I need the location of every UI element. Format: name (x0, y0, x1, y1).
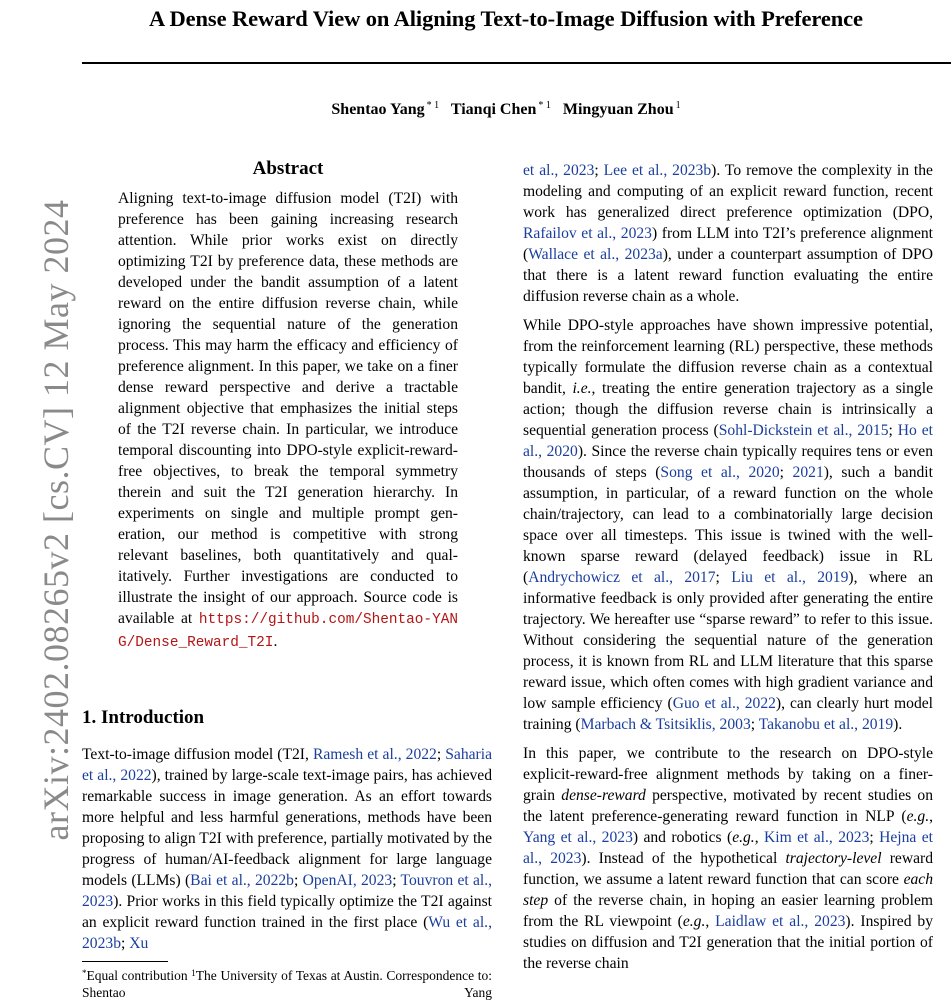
body-text: of the reverse chain, in hoping an easier learning problem from the RL viewpoint ( (523, 892, 933, 930)
citation-link[interactable]: Wallace et al., 2023a (528, 246, 663, 263)
body-text: ; (392, 872, 401, 889)
body-paragraph (523, 315, 933, 735)
body-text: ; (594, 162, 604, 179)
italic-text: e.g. (906, 808, 930, 825)
body-text: ; (715, 569, 732, 586)
citation-link[interactable]: Laidlaw et al., 2023 (715, 913, 846, 930)
italic-text: i.e. (572, 380, 592, 397)
citation-link[interactable]: Sohl-Dickstein et al., 2015 (718, 422, 889, 439)
citation-link[interactable]: Lee et al., 2023b (603, 162, 712, 179)
title-rule (82, 62, 951, 64)
body-text: ; (869, 829, 880, 846)
footnote-mark: * (82, 968, 87, 978)
body-text: perspective, motivated by recent studies on the latent preference-generating reward function in NLP ( (523, 787, 933, 825)
body-text: ; (779, 464, 793, 481)
footnote-text: Equal contribution (86, 968, 192, 983)
citation-link[interactable]: Saharia et al., 2022 (82, 746, 492, 784)
citation-link[interactable]: et al., 2023 (523, 162, 595, 179)
body-text: ), where an informative feedback is only provided after generating the entire trajectory. We hereafter use “sparse reward” to refer to this issue. Without considering the sequential nature of the generation process, it is known from RL and LLM literature that this sparse reward issue, which often comes with high gradient variance and low sample efficiency ( (523, 569, 934, 712)
section-heading-introduction: 1. Introduction (82, 707, 205, 728)
citation-link[interactable]: Song et al., 2020 (660, 464, 780, 481)
body-text: In this paper, we contribute to the research on DPO-style explicit-reward-free alignment methods by taking on a finer-grain (523, 745, 933, 804)
paper-title: A Dense Reward View on Aligning Text-to-Image Diffusion with Preference (149, 6, 863, 31)
italic-text: each step (523, 871, 933, 909)
author-name: Mingyuan Zhou (562, 101, 674, 118)
citation-link[interactable]: Xu (129, 935, 149, 952)
footnote (82, 965, 492, 1001)
body-paragraph (523, 743, 933, 974)
body-text: ; (120, 935, 130, 952)
body-text: ), such a bandit assumption, in particular, of a reward function on the whole chain/trajectory, can lead to a combinatorially large decision space over all timesteps. This issue is twined with the well-known sparse reward (delayed feedback) issue in RL ( (523, 464, 933, 586)
arxiv-identifier: arXiv:2402.08265v2 [cs.CV] 12 May 2024 (36, 199, 76, 841)
citation-link[interactable]: Wu et al., 2023b (82, 914, 492, 952)
citation-link[interactable]: Marbach & Tsitsiklis, 2003 (580, 716, 751, 733)
body-text: ). Since the reverse chain typically requires tens or even thousands of steps ( (523, 443, 933, 481)
citation-link[interactable]: Andrychowicz et al., 2017 (528, 569, 716, 586)
author-list (0, 100, 951, 119)
citation-link[interactable]: Touvron et al., 2023 (82, 872, 493, 910)
body-text: ; (436, 746, 446, 763)
body-text: ). (893, 716, 903, 733)
body-text: ; (293, 872, 303, 889)
citation-link[interactable]: Bai et al., 2022b (190, 872, 294, 889)
body-text: While DPO-style approaches have shown impressive potential, from the reinforcement learning (RL) perspective, these methods typically formulate the diffusion reverse chain as a contextual bandit, (523, 317, 933, 397)
italic-text: e.g. (732, 829, 755, 846)
citation-link[interactable]: Takanobu et al., 2019 (758, 716, 894, 733)
body-text: ). To remove the complexity in the modeling and computing of an explicit reward function, recent work has generalized direct preference optimization (DPO, (523, 162, 933, 221)
citation-link[interactable]: Hejna et al., 2023 (523, 829, 934, 867)
abstract-end: . (273, 633, 278, 650)
body-paragraph (523, 160, 933, 307)
body-text: ). Prior works in this field typically optimize the T2I against an explicit reward function trained in the first place ( (82, 893, 492, 931)
body-text: , (705, 913, 716, 930)
body-text: ; (750, 716, 759, 733)
author-name: Tianqi Chen (450, 101, 537, 118)
abstract-body (118, 188, 458, 654)
author-affiliation: * 1 (426, 100, 440, 111)
citation-link[interactable]: OpenAI, 2023 (302, 872, 393, 889)
citation-link[interactable]: Ramesh et al., 2022 (312, 746, 437, 763)
body-text: , treating the entire generation trajectory as a single action; though the diffusion reverse chain is intrinsically a sequential generation process ( (523, 380, 933, 439)
abstract-heading: Abstract (252, 158, 324, 179)
body-text: ). Inspired by studies on diffusion and T2I generation that the initial portion of the reverse chain (523, 913, 933, 972)
citation-link[interactable]: Yang et al., 2023 (523, 829, 633, 846)
italic-text: dense-reward (561, 787, 646, 804)
body-text: , (754, 829, 764, 846)
citation-link[interactable]: Liu et al., 2019 (731, 569, 849, 586)
body-text: ), can clearly hurt model training ( (523, 695, 934, 733)
citation-link[interactable]: Ho et al., 2020 (523, 422, 934, 460)
author-name: Shentao Yang (331, 101, 425, 118)
body-text: ). Instead of the hypothetical (581, 850, 786, 867)
body-text: ), under a counterpart assumption of DPO that there is a latent reward function evaluating the entire diffusion reverse chain as a whole. (523, 246, 933, 305)
italic-text: e.g. (682, 913, 706, 930)
author-affiliation: 1 (675, 100, 681, 111)
right-column (523, 160, 933, 982)
body-text: reward function, we assume a latent reward function that can score (523, 850, 934, 888)
author-affiliation: * 1 (538, 100, 551, 111)
body-text: ; (888, 422, 898, 439)
body-text: ), trained by large-scale text-image pairs, has achieved remarkable success in image generation. As an effort towards more helpful and less harmful generations, methods have been proposing to align T2I with preference, partially motivated by the progress of human/AI-feedback alignment for large language models (LLMs) ( (82, 767, 493, 889)
footnote-rule (82, 961, 168, 962)
citation-link[interactable]: Rafailov et al., 2023 (523, 225, 652, 242)
body-text: ) from LLM into T2I’s preference alignment ( (523, 225, 934, 263)
italic-text: trajectory-level (785, 850, 882, 867)
citation-link[interactable]: Guo et al., 2022 (672, 695, 776, 712)
citation-link[interactable]: 2021 (792, 464, 824, 481)
citation-link[interactable]: Kim et al., 2023 (764, 829, 870, 846)
code-url-link[interactable]: https://github.com/Shentao-YANG/Dense_Reward_T2I (118, 612, 458, 651)
body-text: Text-to-image diffusion model (T2I, (82, 746, 313, 763)
footnote-mark: 1 (191, 968, 196, 978)
body-text: , (929, 808, 933, 825)
footnote-text: The University of Texas at Austin. Correspondence to: Shentao Yang (82, 968, 492, 1000)
abstract-text: Aligning text-to-image diffusion model (T2I) with preference has been gaining increasing research attention. While prior works exist on directly optimizing T2I by preference data, these methods are developed under the bandit assumption of a latent reward on the entire diffusion reverse chain, while ignoring the sequential nature of the generation process. This may harm the efficacy and efficiency of preference alignment. In this paper, we take on a finer dense reward perspective and derive a tractable alignment objective that emphasizes the initial steps of the T2I reverse chain. In particular, we introduce temporal discounting into DPO-style explicit-reward-free objectives, to break the temporal symmetry therein and suit the T2I generation hierarchy. In experiments on single and multiple prompt generation, our method is competitive with strong relevant baselines, both quantitatively and qualitatively. Further investigations are conducted to illustrate the insight of our approach. Source code is available at (118, 190, 458, 627)
body-text: ) and robotics ( (632, 829, 733, 846)
intro-paragraph (82, 744, 492, 954)
